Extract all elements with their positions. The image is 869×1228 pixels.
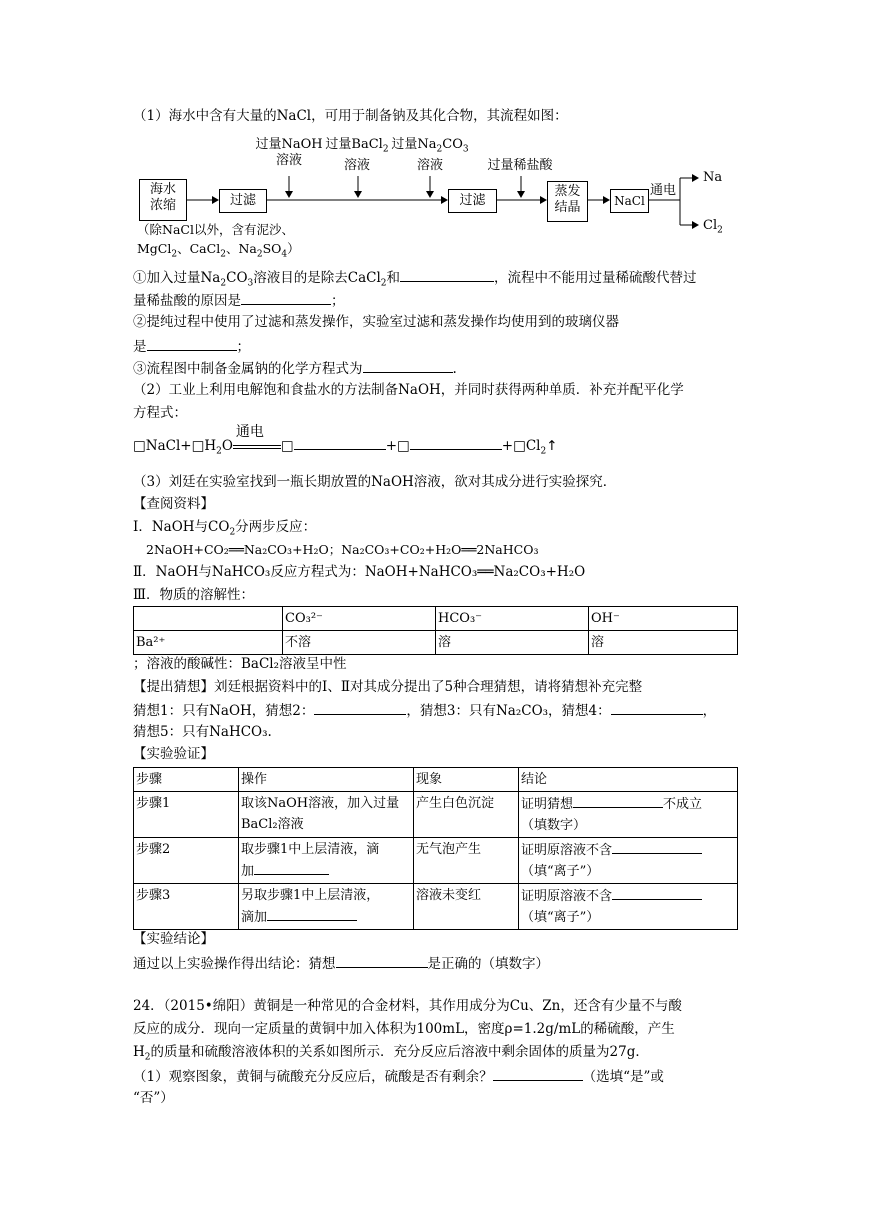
- step1-concl-3: （填数字）: [521, 818, 587, 833]
- eq-o: O: [221, 438, 233, 454]
- step1-concl-1: 证明猜想: [521, 797, 574, 812]
- q24-c2: 的质量和硫酸溶液体积的关系如图所示．充分反应后溶液中剩余固体的质量为27g．: [150, 1044, 649, 1060]
- guess-intro: 刘廷根据资料中的Ⅰ、Ⅱ对其成分提出了5种合理猜想，请将猜想补充完整: [214, 679, 643, 695]
- answer-blank[interactable]: [314, 700, 406, 715]
- q1-sub1-line2: [133, 290, 345, 310]
- note-na: 、Na: [225, 241, 257, 256]
- answer-blank[interactable]: [147, 336, 237, 351]
- table-cell: [519, 884, 738, 930]
- step3-concl-2: （填“离子”）: [521, 910, 600, 925]
- step1-concl-2: 不成立: [663, 797, 703, 812]
- na2co3-label: 过量$Na_2CO_3$ 溶液: [388, 137, 472, 174]
- verify-title: 【实验验证】: [133, 746, 214, 762]
- concl-b: 是正确的（填数字）: [427, 956, 549, 972]
- table-cell: [519, 792, 738, 838]
- answer-blank[interactable]: [254, 860, 329, 875]
- step3-concl-1: 证明原溶液不含: [521, 889, 613, 904]
- eq-condition: [233, 424, 281, 450]
- q24-line4: [133, 1066, 664, 1086]
- answer-blank[interactable]: [400, 267, 494, 282]
- eq-cl: +□Cl: [501, 438, 541, 454]
- eq-double-line: [233, 445, 281, 449]
- s1d: 和: [386, 270, 401, 286]
- seawater-label-1: 海水: [149, 182, 176, 197]
- q1-intro: （1）海水中含有大量的NaCl，可用于制备钠及其化合物，其流程如图：: [133, 108, 568, 124]
- table-cell: [239, 792, 414, 838]
- gas-arrow-icon: ↑: [546, 438, 558, 454]
- note-so: SO: [262, 241, 282, 256]
- seawater-label-2: 浓缩: [149, 198, 176, 213]
- answer-blank[interactable]: [612, 839, 702, 854]
- table-row: [134, 838, 738, 884]
- table-cell: 溶: [436, 631, 589, 655]
- answer-blank[interactable]: [294, 435, 386, 450]
- table-cell: 结论: [519, 768, 738, 792]
- note-mgcl: MgCl: [137, 241, 172, 256]
- table-cell: 步骤1: [134, 792, 239, 838]
- q24-h: H: [133, 1044, 145, 1060]
- nacl-box: NaCl: [610, 189, 649, 213]
- q1-sub2-line2: [133, 336, 250, 356]
- eq-pre: □NaCl+□H: [133, 438, 217, 454]
- answer-blank[interactable]: [493, 1066, 583, 1081]
- step2-op-1: 取步骤1中上层清液，滴: [241, 842, 380, 857]
- filter2-box: 过滤: [448, 189, 497, 213]
- table-cell: OH⁻: [589, 607, 738, 631]
- s3b: .: [452, 361, 457, 377]
- guess-title: 【提出猜想】: [133, 679, 214, 695]
- filter1-box: 过滤: [219, 189, 267, 213]
- naoh-label-2: 溶液: [275, 153, 302, 168]
- eq-cond-text: 通电: [235, 424, 264, 440]
- q24-d: （1）观察图象，黄铜与硫酸充分反应后，硫酸是否有剩余？: [133, 1069, 493, 1085]
- table-cell: 步骤: [134, 768, 239, 792]
- s3a: ③流程图中制备金属钠的化学方程式为: [133, 361, 363, 377]
- q2-line2: 方程式：: [133, 405, 187, 421]
- acid-base: ；溶液的酸碱性：BaCl₂溶液呈中性: [133, 656, 347, 672]
- answer-blank[interactable]: [336, 953, 428, 968]
- guess-5: 猜想5：只有NaHCO₃.: [133, 724, 272, 740]
- g-comma: ，: [702, 703, 717, 719]
- step1-op-1: 取该NaOH溶液，加入过量: [241, 796, 400, 811]
- cl2-product: $Cl_2$: [703, 218, 723, 236]
- table-cell: 现象: [414, 768, 519, 792]
- bacl2-label-2: 溶液: [343, 157, 370, 173]
- q24-line1: 24．（2015•绵阳）黄铜是一种常见的合金材料，其作用成分为Cu、Zn，还含有少量不与酸: [133, 998, 682, 1014]
- na-product: Na: [703, 170, 723, 185]
- answer-blank[interactable]: [410, 435, 502, 450]
- guess-list: [133, 700, 716, 720]
- na2co3-label-1: 过量Na: [391, 137, 437, 152]
- s1e: ，流程中不能用过量稀硫酸代替过: [494, 270, 697, 286]
- step2-op-2: 加: [241, 864, 255, 879]
- ref-3: Ⅲ．物质的溶解性：: [133, 587, 255, 603]
- table-cell: CO₃²⁻: [283, 607, 436, 631]
- s1c: 溶液目的是除去CaCl: [253, 270, 381, 286]
- q2-equation: $□NaCl+□H_2O$ 通电 □ +□ $+□Cl_2↑$: [133, 424, 558, 457]
- table-cell: HCO₃⁻: [436, 607, 589, 631]
- q24-d2: （选填“是”或: [582, 1069, 664, 1085]
- naoh-label-1: 过量NaOH: [255, 137, 323, 152]
- table-cell: 步骤2: [134, 838, 239, 884]
- q1-sub2-line1: ②提纯过程中使用了过滤和蒸发操作，实验室过滤和蒸发操作均使用到的玻璃仪器: [133, 314, 619, 330]
- step2-concl-2: （填“离子”）: [521, 864, 600, 879]
- ref-title: 【查阅资料】: [133, 496, 214, 512]
- step3-op-1: 另取步骤1中上层清液，: [241, 888, 380, 903]
- evap-label-2: 结晶: [554, 200, 581, 215]
- bacl2-label-1: 过量BaCl: [325, 137, 383, 152]
- s1b: CO: [226, 270, 248, 286]
- s1a: ①加入过量Na: [133, 270, 221, 286]
- solubility-table: [133, 606, 738, 655]
- q3-intro: （3）刘廷在实验室找到一瓶长期放置的NaOH溶液，欲对其成分进行实验探究．: [133, 474, 617, 490]
- step3-op-2: 滴加: [241, 910, 268, 925]
- note-close: ）: [287, 241, 300, 256]
- g3: ，猜想3：只有Na₂CO₃，猜想4：: [406, 703, 611, 719]
- answer-blank[interactable]: [573, 793, 663, 808]
- q1-sub3: [133, 358, 457, 378]
- eq-plus1: +□: [385, 438, 410, 454]
- q24-line5: “否”）: [133, 1090, 174, 1106]
- answer-blank[interactable]: [241, 290, 331, 305]
- table-row: [134, 792, 738, 838]
- hcl-label: 过量稀盐酸: [487, 158, 553, 173]
- q24-line3: $H_2$的质量和硫酸溶液体积的关系如图所示．充分反应后溶液中剩余固体的质量为27g．: [133, 1044, 649, 1063]
- eq-box: □: [280, 438, 294, 454]
- table-row: [134, 884, 738, 930]
- q1-sub1-line1: ①加入过量$Na_2CO_3$溶液目的是除去CaCl$_2$和 ，流程中不能用过量稀硫酸代替过: [133, 267, 697, 293]
- ref-1: Ⅰ．NaOH与$CO_2$分两步反应：: [133, 519, 317, 538]
- r1: Ⅰ．NaOH与CO: [133, 519, 230, 535]
- flow-diagram: [0, 0, 869, 260]
- ref-2: Ⅱ．NaOH与NaHCO₃反应方程式为：NaOH+NaHCO₃══Na₂CO₃+H₂O: [133, 564, 586, 580]
- table-cell: 操作: [239, 768, 414, 792]
- bacl2-label: 过量BaCl$_2$ 溶液: [320, 137, 394, 174]
- answer-blank[interactable]: [267, 906, 357, 921]
- table-cell: 不溶: [283, 631, 436, 655]
- cl2-text: Cl: [703, 218, 718, 233]
- r1b: 分两步反应：: [235, 519, 317, 535]
- s2b: 是: [133, 339, 147, 355]
- g1: 猜想1：只有NaOH，猜想2：: [133, 703, 315, 719]
- s2c: ；: [236, 339, 250, 355]
- answer-blank[interactable]: [363, 358, 453, 373]
- table-row: [134, 768, 738, 792]
- concl-a: 通过以上实验操作得出结论：猜想: [133, 956, 336, 972]
- step2-concl-1: 证明原溶液不含: [521, 843, 613, 858]
- table-cell: 无气泡产生: [414, 838, 519, 884]
- table-cell: [519, 838, 738, 884]
- flow-note-1: （除NaCl以外，含有泥沙、: [137, 222, 294, 237]
- ref-1-eq: 2NaOH+CO₂══Na₂CO₃+H₂O；Na₂CO₃+CO₂+H₂O══2NaHCO₃: [146, 542, 539, 557]
- table-cell: [239, 884, 414, 930]
- evap-label-1: 蒸发: [554, 184, 581, 199]
- answer-blank[interactable]: [611, 700, 703, 715]
- conclusion-title: 【实验结论】: [133, 931, 214, 947]
- s1f: 量稀盐酸的原因是: [133, 293, 241, 309]
- s1g: ；: [331, 293, 345, 309]
- table-cell: [134, 607, 283, 631]
- table-cell: 溶: [589, 631, 738, 655]
- step1-op-2: BaCl₂溶液: [241, 817, 304, 832]
- verify-table: [133, 767, 738, 930]
- q2-line1: （2）工业上利用电解饱和食盐水的方法制备NaOH，并同时获得两种单质．补充并配平化学: [133, 382, 684, 398]
- table-cell: 步骤3: [134, 884, 239, 930]
- table-cell: [239, 838, 414, 884]
- flow-note-2: MgCl$_2$、CaCl$_2$、$Na_2SO_4$）: [137, 241, 300, 260]
- conclusion-line: [133, 953, 549, 973]
- electrolysis-label: 通电: [649, 183, 676, 198]
- naoh-label: [252, 137, 326, 169]
- na2co3-label-3: 溶液: [416, 157, 443, 173]
- seawater-box: [139, 179, 187, 221]
- table-cell: Ba²⁺: [134, 631, 283, 655]
- table-cell: 产生白色沉淀: [414, 792, 519, 838]
- table-cell: 溶液未变红: [414, 884, 519, 930]
- answer-blank[interactable]: [612, 885, 702, 900]
- evaporate-box: [547, 181, 588, 222]
- table-row: [134, 607, 738, 631]
- na2co3-label-2: CO: [442, 137, 463, 152]
- note-cacl: 、CaCl: [177, 241, 221, 256]
- table-row: [134, 631, 738, 655]
- guess-line: [133, 678, 642, 696]
- q24-line2: 反应的成分．现向一定质量的黄铜中加入体积为100mL，密度ρ=1.2g/mL的稀硫酸，产生: [133, 1021, 675, 1037]
